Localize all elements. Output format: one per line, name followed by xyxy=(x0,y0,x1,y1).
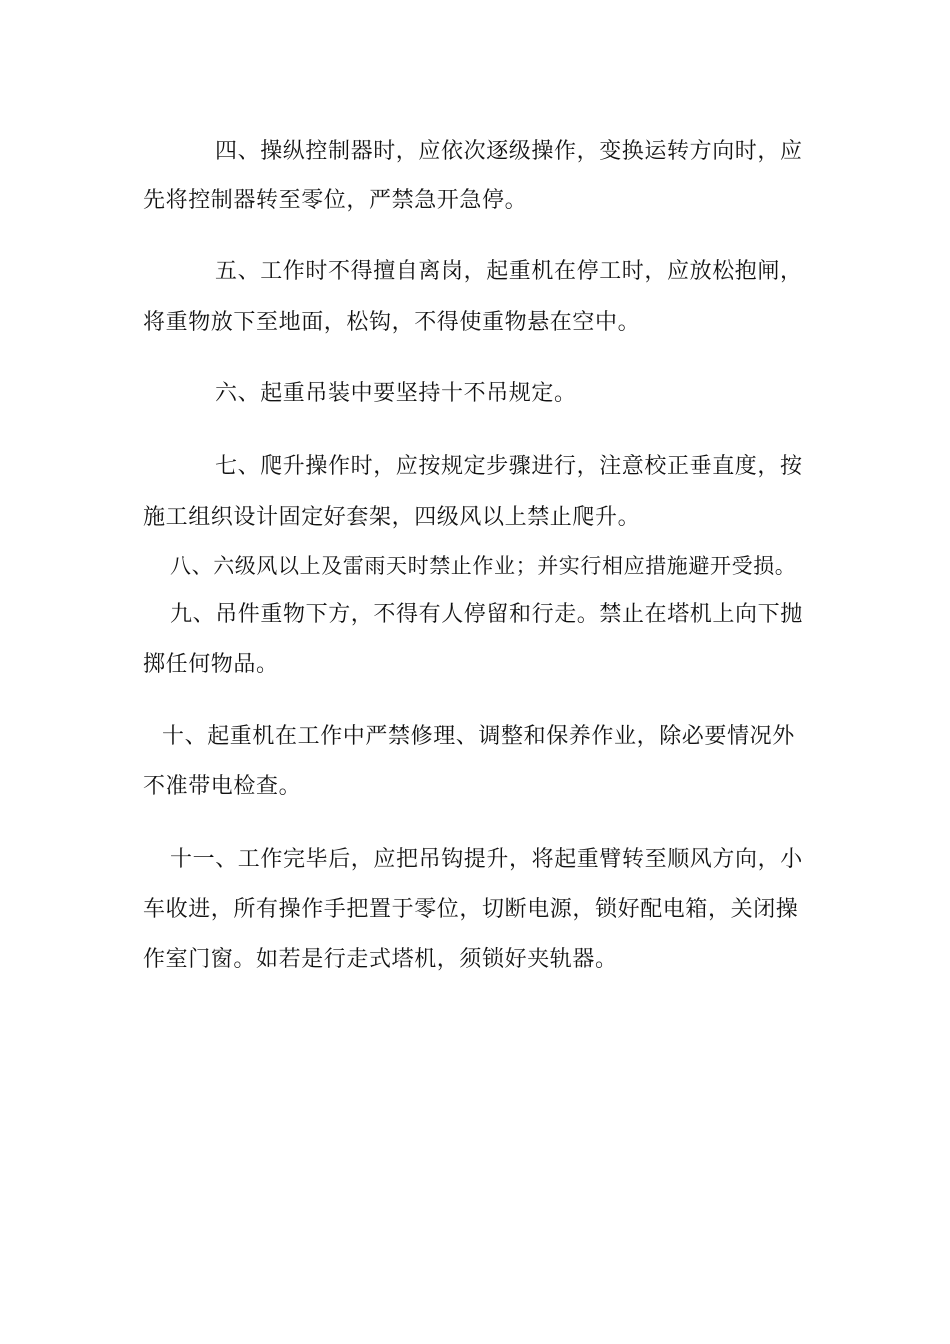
rule-4-line-1: 四、操纵控制器时，应依次逐级操作，变换运转方向时，应 xyxy=(215,139,803,164)
rule-8-line-1: 八、六级风以上及雷雨天时禁止作业；并实行相应措施避开受损。 xyxy=(170,554,797,578)
rule-11-line-3: 作室门窗。如若是行走式塔机，须锁好夹轨器。 xyxy=(143,947,618,972)
rule-7-line-2: 施工组织设计固定好套架，四级风以上禁止爬升。 xyxy=(143,505,641,530)
rule-10-line-1: 十、起重机在工作中严禁修理、调整和保养作业，除必要情况外 xyxy=(162,724,795,749)
rule-7-line-1: 七、爬升操作时，应按规定步骤进行，注意校正垂直度，按 xyxy=(215,454,803,479)
rule-5-line-2: 将重物放下至地面，松钩，不得使重物悬在空中。 xyxy=(143,310,641,335)
rule-9-line-2: 掷任何物品。 xyxy=(143,652,279,677)
rule-5-line-1: 五、工作时不得擅自离岗，起重机在停工时，应放松抱闸， xyxy=(215,259,803,284)
rule-6-line-1: 六、起重吊装中要坚持十不吊规定。 xyxy=(215,381,577,406)
rule-11-line-2: 车收进，所有操作手把置于零位，切断电源，锁好配电箱，关闭操 xyxy=(143,897,799,922)
rule-10-line-2: 不准带电检查。 xyxy=(143,774,302,799)
rule-11-line-1: 十一、工作完毕后，应把吊钩提升，将起重臂转至顺风方向，小 xyxy=(170,847,803,872)
rule-4-line-2: 先将控制器转至零位，严禁急开急停。 xyxy=(143,188,528,213)
rule-9-line-1: 九、吊件重物下方，不得有人停留和行走。禁止在塔机上向下抛 xyxy=(170,602,803,627)
